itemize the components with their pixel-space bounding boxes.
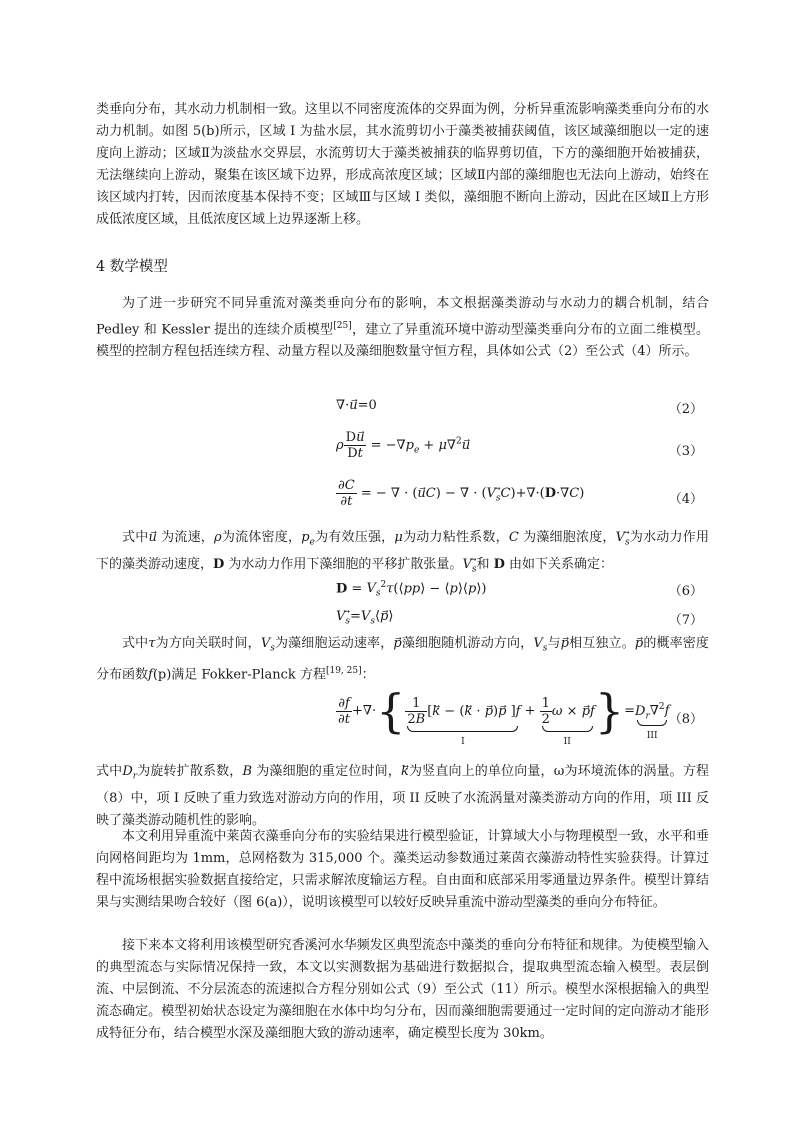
paragraph-terms: 式中$D_r$为旋转扩散系数，B 为藻细胞的重定位时间，k为竖直向上的单位向量，ω为环境流体的涡量。方程（8）中，项 I 反映了重力致选对游动方向的作用，项 II 反映了水流涡量对藻类游动方向的作用，项 III 反映了藻类游动随机性的影响。 xyxy=(96,764,709,828)
equation-2: ∇·u⃗=0 （2） xyxy=(336,398,703,417)
equation-4: $\frac{\partial C}{\partial t}$ = − ∇ · (uC) − ∇ · $(V_sC)+\nabla\cdot(D\cdot\nabla C)$ （4） xyxy=(338,478,703,509)
term-label: I xyxy=(461,736,465,747)
equation-number: （4） xyxy=(668,492,703,507)
equation-number: （6） xyxy=(668,584,703,599)
term-label: III xyxy=(646,731,658,742)
equation-number: （7） xyxy=(668,613,703,628)
equation-3: ρ $\frac{Du}{Dt}$ = $-\nabla p_e + \mu\nabla^2u$ （3） xyxy=(336,430,703,461)
citation-ref: [25] xyxy=(333,321,352,331)
equation-6: $D = V_s^2\tau(⟨pp⟩$ − ⟨p⟩⟨p⟩) （6） xyxy=(336,580,703,599)
term-label: II xyxy=(563,736,571,747)
paragraph-application: 接下来本文将利用该模型研究香溪河水华频发区典型流态中藻类的垂向分布特征和规律。为使模型输入的典型流态与实际情况保持一致，本文以实测数据为基础进行数据拟合，提取典型流态输入模型。表层倒流、中层倒流、不分层流态的流速拟合方程分别如公式（9）至公式（11）所示。模型水深根据输入的典型流态确定。模型初始状态设定为藻细胞在水体中均匀分布，因而藻细胞需要通过一定时间的定向游动才能形成特征分布，结合模型水深及藻细胞大致的游动速率，确定模型长度为 30km。 xyxy=(96,938,709,1041)
paragraph-symbols: 式中u 为流速，ρ为流体密度，$p_e$为有效压强，μ为动力粘性系数，C 为藻细胞浓度，$V_s$为水动力作用下的藻类游动速度，D 为水动力作用下藻细胞的平移扩散张量。$V_s$和 D 由如下关系确定： xyxy=(96,530,709,575)
equation-number: （2） xyxy=(668,402,703,417)
paragraph-validation: 本文利用异重流中莱茵衣藻垂向分布的实验结果进行模型验证，计算域大小与物理模型一致，水平和垂向网格间距均为 1mm，总网格数为 315,000 个。藻类运动参数通过莱茵衣藻游动特性实验获得。计算过程中流场根据实验数据直接给定，只需求解浓度输运方程。自由面和底部采用零通量边界条件。模型计算结果与实测结果吻合较好（图 6(a)），说明该模型可以较好反映异重流中游动型藻类的垂向分布特征。 xyxy=(96,829,709,910)
paragraph-fokker-planck: 式中τ为方向关联时间，$V_s$为藻细胞运动速率，p藻细胞随机游动方向，$V_s$与p相互独立。p的概率密度分布函数f(p)满足 Fokker-Planck 方程[19, 25]： xyxy=(96,636,709,682)
section-heading: 4 数学模型 xyxy=(96,259,168,275)
equation-number: （8） xyxy=(668,712,703,727)
paragraph-mechanism: 类垂向分布，其水动力机制相一致。这里以不同密度流体的交界面为例，分析异重流影响藻类垂向分布的水动力机制。如图 5(b)所示，区域 I 为盐水层，其水流剪切小于藻类被捕获阈值，该区域藻细胞以一定的速度向上游动；区域Ⅱ为淡盐水交界层，水流剪切大于藻类被捕获的临界剪切值，下方的藻细胞开始被捕获，无法继续向上游动，聚集在该区域下边界，形成高浓度区域；区域Ⅱ内部的藻细胞也无法向上游动，始终在该区域内打转，因而浓度基本保持不变；区域Ⅲ与区域 I 类似，藻细胞不断向上游动，因此在区域Ⅱ上方形成低浓度区域，且低浓度区域上边界逐渐上移。 xyxy=(96,102,709,227)
equation-8: $\frac{\partial f}{\partial t}$ +∇·{ $\frac{1}{2B}$ [k⃗ − (k⃗ · p⃗)p⃗ ]f I + $\frac{1}{2}$ ω × pf II }$=D_r\nabla^2f$ III （8） xyxy=(338,684,703,747)
equation-number: （3） xyxy=(668,444,703,459)
paragraph-model-intro: 为了进一步研究不同异重流对藻类垂向分布的影响，本文根据藻类游动与水动力的耦合机制，结合 Pedley 和 Kessler 提出的连续介质模型[25]，建立了异重流环境中游动型藻类垂向分布的立面二维模型。模型的控制方程包括连续方程、动量方程以及藻细胞数量守恒方程，具体如公式（2）至公式（4）所示。 xyxy=(96,296,709,360)
equation-7: $V_s⃗=V_s⟨p⃗⟩$ （7） xyxy=(336,609,703,628)
